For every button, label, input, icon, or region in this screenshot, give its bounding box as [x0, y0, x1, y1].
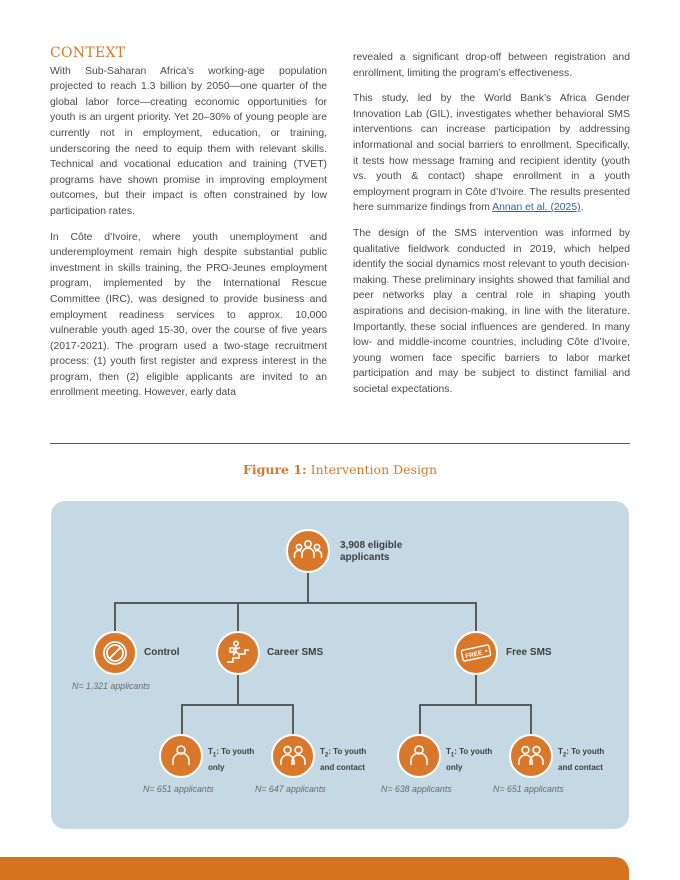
- free-tag-icon: [454, 631, 498, 675]
- context-paragraph-4: [353, 91, 630, 216]
- context-paragraph-1: With Sub-Saharan Africa’s working-age population projected to reach 1.3 billion by 2050—one quarter of the global labor force—creating economic opportunities for youth is an urgent priority. Yet 20–30% of young people are currently not in employment, education, or training, underscoring the need to equip them with relevant skills. Technical and vocational education and training (TVET) programs have shown promise in improving employment outcomes, but their impact is often constrained by low participation rates.: [50, 65, 327, 217]
- applicants-group-icon: [286, 529, 330, 573]
- t1-line2: only: [446, 763, 463, 773]
- t2-rest: : To youth: [566, 747, 605, 756]
- free-t1-count: N= 638 applicants: [381, 784, 452, 794]
- figure-label: Figure 1:: [243, 462, 307, 477]
- connector-free: [475, 602, 477, 632]
- reference-link[interactable]: Annan et al. (2025): [492, 202, 581, 214]
- study-text-end: .: [580, 202, 584, 214]
- control-prohibited-icon: [93, 631, 137, 675]
- control-count: N= 1,321 applicants: [72, 681, 151, 691]
- connector-career-bar: [181, 704, 294, 706]
- intervention-diagram: [51, 501, 629, 829]
- free-t2-count: N= 651 applicants: [493, 784, 564, 794]
- free-youth-icon: [397, 734, 441, 778]
- free-t2-label: [558, 746, 604, 775]
- section-divider: [50, 443, 630, 444]
- figure-caption: Intervention Design: [310, 462, 437, 477]
- career-t2-count: N= 647 applicants: [255, 784, 326, 794]
- study-text: This study, led by the World Bank’s Africa Gender Innovation Lab (GIL), investigates whether behavioral SMS interventions can increase participation by addressing informational and social barriers to enrollment. Specifically, it tests how message framing and recipient identity (youth vs. youth & contact) shape enrollment in a youth employment program in Côte d’Ivoire. The results presented here summarize findings from: [353, 93, 630, 214]
- connector-control: [114, 602, 116, 632]
- career-youth-contact-icon: [271, 734, 315, 778]
- t1-prefix: T: [208, 747, 213, 756]
- connector-free-t1: [419, 704, 421, 734]
- context-heading: CONTEXT: [50, 45, 126, 61]
- career-youth-icon: [159, 734, 203, 778]
- free-tag-text: FREE: [464, 649, 484, 661]
- figure-title: [0, 462, 680, 477]
- context-paragraph-3: revealed a significant drop-off between registration and enrollment, limiting the program’s effectiveness.: [353, 52, 630, 79]
- t2-prefix: T: [320, 747, 325, 756]
- career-label: Career SMS: [267, 647, 324, 658]
- t2-line2: and contact: [558, 763, 603, 773]
- free-label: Free SMS: [506, 647, 552, 658]
- t1-index: 1: [212, 752, 217, 759]
- root-label: [340, 540, 402, 564]
- career-t1-count: N= 651 applicants: [143, 784, 214, 794]
- career-climbing-icon: [216, 631, 260, 675]
- context-paragraph-2: In Côte d’Ivoire, where youth unemployment and underemployment remain high despite substantial public investment in skills training, the PRO-Jeunes employment program, implemented by the International Rescue Committee (IRC), was designed to provide business and employment readiness services to approx. 10,000 vulnerable youth aged 15-30, over the course of five years (2017-2021). The program used a two-stage recruitment process: (1) youth first register and express interest in the program, then (2) eligible applicants are invited to an enrollment meeting. However, early data: [50, 231, 327, 399]
- connector-career: [237, 602, 239, 632]
- free-t1-label: [446, 746, 492, 775]
- t1-line2: only: [208, 763, 225, 773]
- career-t1-label: [208, 746, 254, 775]
- connector-free-bar: [419, 704, 532, 706]
- root-label-line1: 3,908 eligible: [340, 540, 403, 551]
- t2-rest: : To youth: [328, 747, 367, 756]
- t1-rest: : To youth: [454, 747, 493, 756]
- right-column: [353, 50, 630, 407]
- t2-prefix: T: [558, 747, 563, 756]
- connector-free-down: [475, 673, 477, 705]
- career-t2-label: [320, 746, 366, 775]
- left-column: [50, 46, 327, 411]
- free-youth-contact-icon: [509, 734, 553, 778]
- connector-free-t2: [530, 704, 532, 734]
- connector-career-t2: [292, 704, 294, 734]
- t1-prefix: T: [446, 747, 451, 756]
- footer-bar: [0, 857, 629, 880]
- t2-line2: and contact: [320, 763, 365, 773]
- connector-career-t1: [181, 704, 183, 734]
- t2-index: 2: [324, 752, 329, 759]
- root-label-line2: applicants: [340, 552, 390, 563]
- t1-rest: : To youth: [216, 747, 255, 756]
- control-label: Control: [144, 647, 180, 658]
- t2-index: 2: [562, 752, 567, 759]
- t1-index: 1: [450, 752, 455, 759]
- connector-branch-bar: [114, 602, 477, 604]
- context-paragraph-5: The design of the SMS intervention was informed by qualitative fieldwork conducted in 2019, which helped identify the social dynamics most relevant to youth decision-making. These preliminary insights showed that familial and peer networks play a central role in shaping youth aspirations and decision-making, in line with the literature. Importantly, these social influences are gendered. In many low- and middle-income countries, including Côte d’Ivoire, young women face specific barriers to labor market participation and may be subject to distinct familial and societal expectations.: [353, 227, 630, 395]
- connector-career-down: [237, 673, 239, 705]
